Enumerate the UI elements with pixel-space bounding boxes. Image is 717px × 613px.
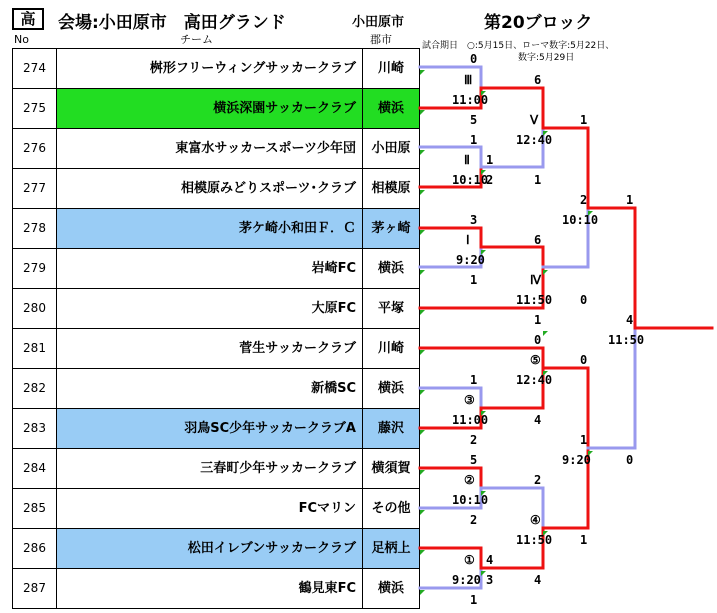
team-prefecture: 川崎	[377, 61, 404, 76]
team-name: 茅ケ崎小和田Ｆ．Ｃ	[57, 209, 363, 248]
block-title: 第20ブロック	[484, 13, 593, 33]
marker-triangle	[420, 190, 425, 195]
team-prefecture: 横浜	[363, 89, 419, 128]
team-number: 285	[13, 489, 57, 528]
bracket-label-c5-score-top: 0	[534, 333, 542, 347]
column-header-no: No	[14, 33, 29, 46]
team-name: 相模原みどりスポーツ･クラブ	[57, 169, 363, 208]
bracket-label-final-score-bottom: 4	[626, 313, 634, 327]
bracket-label-c1-id: ①	[464, 553, 475, 567]
bracket-label-m5-score-bottom: 1	[534, 173, 542, 187]
bracket-label-m4-score-top: 6	[534, 233, 542, 247]
bracket-label-m4-id: Ⅳ	[530, 273, 542, 287]
column-header-pref: 郡市	[370, 33, 392, 46]
bracket-label-m2-id: Ⅱ	[464, 153, 470, 167]
bracket-label-m3-score-top: 0	[470, 52, 478, 66]
bracket-label-final-score-top: 1	[626, 193, 634, 207]
column-header-team: チーム	[180, 33, 213, 46]
bracket-label-m2-score-right: 1	[486, 153, 494, 167]
team-prefecture: 小田原	[371, 141, 411, 156]
team-name: 桝形フリーウィングサッカークラブ	[57, 49, 363, 88]
bracket-label-c2-score-right: 2	[534, 473, 542, 487]
team-name: 新橋SC	[57, 369, 363, 408]
team-number: 283	[13, 409, 57, 448]
venue-title: 会場:小田原市 高田グランド	[58, 13, 286, 33]
marker-triangle	[543, 270, 548, 275]
bracket-label-c1-score-right: 4	[486, 553, 494, 567]
marker-triangle	[420, 270, 425, 275]
bracket-label-m1-id: Ⅰ	[466, 233, 470, 247]
marker-triangle	[420, 350, 425, 355]
marker-triangle	[420, 70, 425, 75]
bracket-label-m5-score-top: 6	[534, 73, 542, 87]
team-number: 277	[13, 169, 57, 208]
team-number: 281	[13, 329, 57, 368]
team-number: 279	[13, 249, 57, 288]
team-number: 278	[13, 209, 57, 248]
schedule-note-line2: 数字:5月29日	[518, 53, 575, 63]
team-name: 横浜深園サッカークラブ	[57, 89, 363, 128]
bracket-label-c3-id: ③	[464, 393, 475, 407]
marker-triangle	[420, 110, 425, 115]
team-name: 三春町少年サッカークラブ	[57, 449, 363, 488]
team-prefecture: 川崎	[377, 341, 404, 356]
bracket-label-m3-score-bottom: 5	[470, 113, 478, 127]
team-prefecture: その他	[371, 501, 411, 516]
bracket-label-r3b-score-top: 1	[580, 433, 588, 447]
team-number: 282	[13, 369, 57, 408]
team-name: 松田イレブンサッカークラブ	[57, 529, 363, 568]
bracket-label-m3-id: Ⅲ	[464, 73, 473, 87]
marker-triangle	[420, 150, 425, 155]
bracket-label-m5-id: Ⅴ	[530, 113, 539, 127]
bracket-label-c2-id: ②	[464, 473, 475, 487]
team-name: FCマリン	[57, 489, 363, 528]
team-prefecture: 茅ヶ崎	[363, 209, 419, 248]
team-number: 274	[13, 49, 57, 88]
bracket-label-r3b-time: 9:20	[562, 453, 591, 467]
marker-triangle	[420, 430, 425, 435]
bracket-label-c1-score-bottom: 3	[486, 573, 494, 587]
bracket-label-c1-score-right2: 4	[534, 573, 542, 587]
team-number: 286	[13, 529, 57, 568]
bracket-label-r3a-time: 10:10	[562, 213, 599, 227]
team-number: 275	[13, 89, 57, 128]
bracket-label-c3-score-bottom: 2	[470, 433, 478, 447]
team-number: 276	[13, 129, 57, 168]
marker-triangle	[420, 510, 425, 515]
marker-triangle	[420, 550, 425, 555]
bracket-label-m5-time: 12:40	[516, 133, 553, 147]
bracket-label-r3a-score-top: 1	[580, 113, 588, 127]
bracket-label-c1-time: 9:20	[452, 573, 481, 587]
bracket-label-m4-time: 11:50	[516, 293, 553, 307]
bracket-label-m3-time: 11:00	[452, 93, 489, 107]
team-prefecture: 横須賀	[371, 461, 411, 476]
marker-triangle	[420, 390, 425, 395]
bracket-label-c2-score-bottom: 2	[470, 513, 478, 527]
bracket-label-c4-score-right: 1	[580, 533, 588, 547]
team-name: 菅生サッカークラブ	[57, 329, 363, 368]
city-label: 小田原市	[352, 15, 405, 30]
marker-triangle	[420, 590, 425, 595]
bracket-label-c3-score-right: 4	[534, 413, 542, 427]
marker-triangle	[420, 470, 425, 475]
team-name: 岩崎FC	[57, 249, 363, 288]
bracket-label-c5-id: ⑤	[530, 353, 541, 367]
bracket-label-r3b-score-bottom: 0	[626, 453, 634, 467]
bracket-label-m4-score-bottom: 0	[580, 293, 588, 307]
bracket-label-c4-time: 11:50	[516, 533, 553, 547]
team-prefecture: 足柄上	[363, 529, 419, 568]
team-prefecture: 藤沢	[363, 409, 419, 448]
bracket-label-c2-score-top: 5	[470, 453, 478, 467]
team-name: 羽鳥SC少年サッカークラブA	[57, 409, 363, 448]
team-name: 鶴見東FC	[57, 569, 363, 608]
bracket-label-m4-score-low: 1	[534, 313, 542, 327]
grade-badge: 高	[12, 8, 44, 30]
bracket-label-c5-time: 12:40	[516, 373, 553, 387]
bracket-label-m1-score-bottom: 1	[470, 273, 478, 287]
marker-triangle	[543, 331, 548, 336]
bracket-label-c1-score-low: 1	[470, 593, 478, 607]
marker-triangle	[420, 230, 425, 235]
bracket-label-m2-time: 10:10	[452, 173, 489, 187]
team-prefecture: 平塚	[377, 301, 404, 316]
bracket-label-c3-time: 11:00	[452, 413, 489, 427]
bracket-label-r3a-score-bottom: 2	[580, 193, 588, 207]
bracket-label-m1-score-top: 3	[470, 213, 478, 227]
team-name: 東富水サッカースポーツ少年団	[57, 129, 363, 168]
team-prefecture: 横浜	[377, 381, 404, 396]
team-number: 284	[13, 449, 57, 488]
schedule-note-line1: 試合期日 ○:5月15日、ローマ数字:5月22日、	[422, 41, 615, 51]
bracket-label-m2-score-bottom: 2	[486, 173, 494, 187]
team-prefecture: 相模原	[371, 181, 411, 196]
marker-triangle	[420, 310, 425, 315]
bracket-label-m2-score-top: 1	[470, 133, 478, 147]
team-number: 287	[13, 569, 57, 608]
team-prefecture: 横浜	[377, 581, 404, 596]
bracket-label-c2-time: 10:10	[452, 493, 489, 507]
team-number: 280	[13, 289, 57, 328]
team-name: 大原FC	[57, 289, 363, 328]
bracket-label-c5-score-right: 0	[580, 353, 588, 367]
team-prefecture: 横浜	[377, 261, 404, 276]
bracket-label-c4-id: ④	[530, 513, 541, 527]
bracket-label-final-time: 11:50	[608, 333, 645, 347]
bracket-label-m1-time: 9:20	[456, 253, 485, 267]
bracket-label-c3-score-top: 1	[470, 373, 478, 387]
